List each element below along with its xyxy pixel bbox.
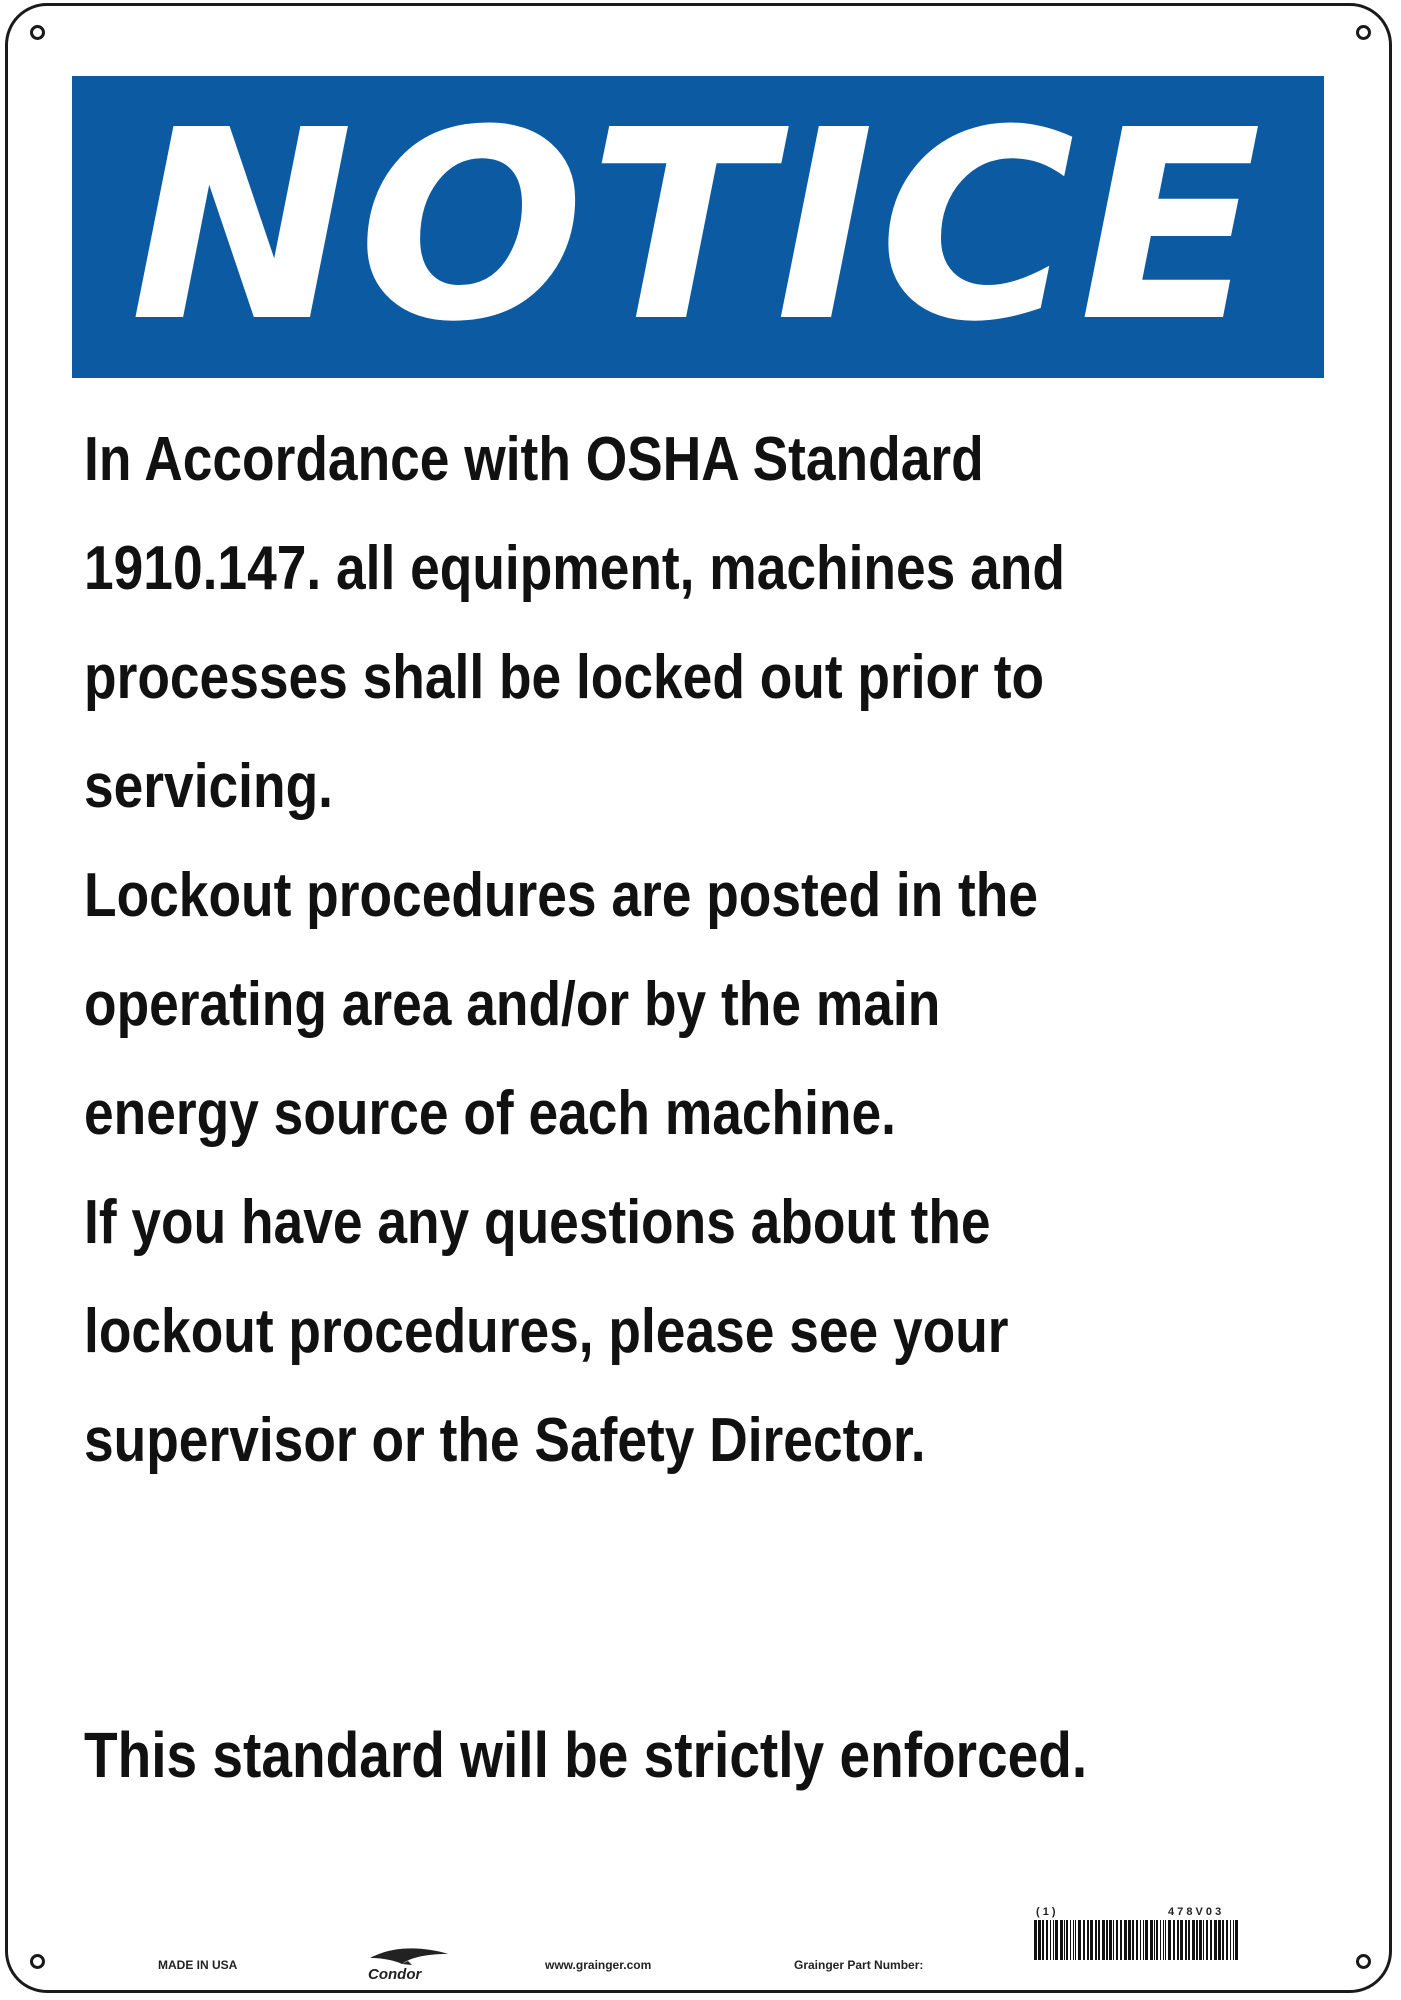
- closing-statement: This standard will be strictly enforced.: [84, 1719, 1088, 1791]
- mounting-hole-top-left: [30, 25, 45, 40]
- body-line: operating area and/or by the main: [84, 970, 941, 1039]
- mounting-hole-bottom-left: [30, 1954, 45, 1969]
- part-number-value: 4 7 8 V 0 3: [1168, 1906, 1222, 1918]
- website-label: www.grainger.com: [545, 1958, 652, 1972]
- body-line: If you have any questions about the: [84, 1188, 991, 1257]
- made-in-label: MADE IN USA: [158, 1958, 238, 1972]
- body-line: In Accordance with OSHA Standard: [84, 425, 984, 494]
- body-line: supervisor or the Safety Director.: [84, 1406, 926, 1475]
- body-line: energy source of each machine.: [84, 1079, 896, 1148]
- notice-title: NOTICE: [130, 74, 1266, 379]
- barcode-icon: [1032, 1918, 1242, 1964]
- notice-body: [84, 405, 1354, 1495]
- notice-header: [72, 76, 1324, 378]
- brand-name: Condor: [368, 1966, 422, 1983]
- body-line: servicing.: [84, 752, 333, 821]
- body-line: 1910.147. all equipment, machines and: [84, 534, 1065, 603]
- body-line: lockout procedures, please see your: [84, 1297, 1009, 1366]
- mounting-hole-top-right: [1356, 25, 1371, 40]
- part-number-label: Grainger Part Number:: [794, 1958, 924, 1972]
- body-line: Lockout procedures are posted in the: [84, 861, 1039, 930]
- mounting-hole-bottom-right: [1356, 1954, 1371, 1969]
- quantity-label: ( 1 ): [1036, 1906, 1056, 1918]
- body-line: processes shall be locked out prior to: [84, 643, 1045, 712]
